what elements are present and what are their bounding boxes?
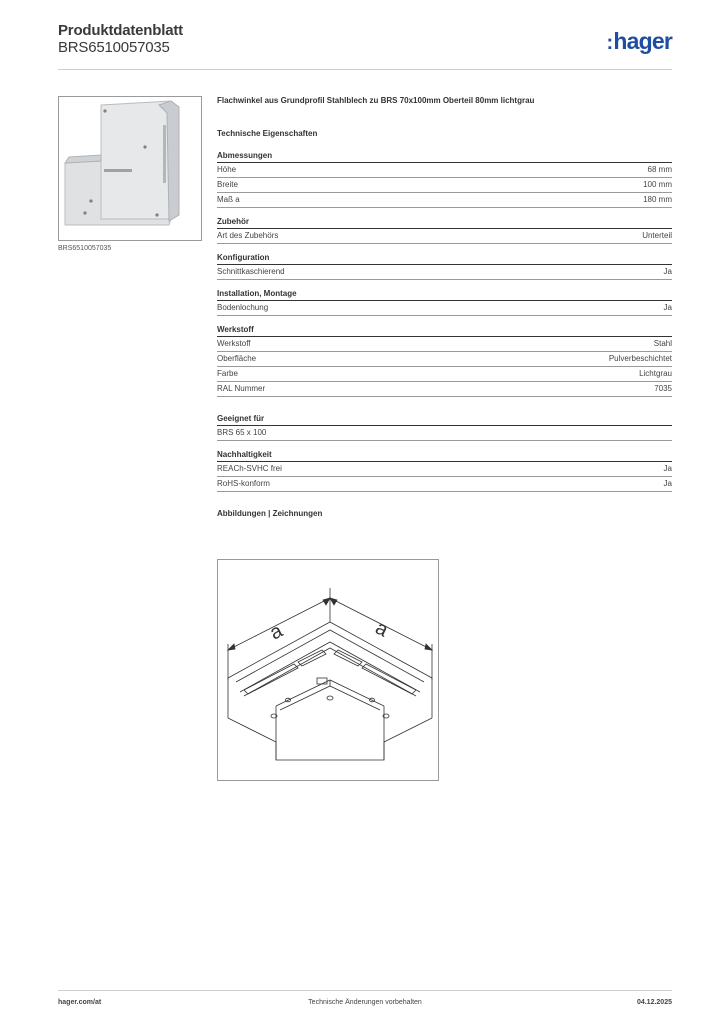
spec-value: Pulverbeschichtet xyxy=(608,354,672,363)
hager-logo: :hager xyxy=(606,28,672,54)
spec-label: RAL Nummer xyxy=(217,384,266,393)
spec-value: 7035 xyxy=(654,384,672,393)
section-title: Nachhaltigkeit xyxy=(217,450,672,462)
spec-value: Ja xyxy=(663,267,672,276)
spec-row xyxy=(217,352,672,367)
spec-label: Maß a xyxy=(217,195,240,204)
section-title: Werkstoff xyxy=(217,325,672,337)
spec-label: Schnittkaschierend xyxy=(217,267,285,276)
spec-row xyxy=(217,193,672,208)
spec-value: 180 mm xyxy=(643,195,672,204)
article-number: BRS6510057035 xyxy=(58,39,170,56)
spec-value: Stahl xyxy=(653,339,672,348)
spec-label: Werkstoff xyxy=(217,339,251,348)
spec-row xyxy=(217,477,672,492)
spec-label: Breite xyxy=(217,180,238,189)
section-material xyxy=(217,325,672,397)
spec-row xyxy=(217,462,672,477)
footer-disclaimer: Technische Änderungen vorbehalten xyxy=(308,999,422,1006)
section-suitable-for xyxy=(217,414,672,441)
tech-properties-heading: Technische Eigenschaften xyxy=(217,129,318,138)
spec-value: Lichtgrau xyxy=(639,369,672,378)
section-accessory xyxy=(217,217,672,244)
spec-value: 100 mm xyxy=(643,180,672,189)
spec-value: Unterteil xyxy=(642,231,672,240)
logo-text: hager xyxy=(613,28,672,54)
section-title: Abmessungen xyxy=(217,151,672,163)
page-header xyxy=(58,22,672,70)
drawings-heading: Abbildungen | Zeichnungen xyxy=(217,509,323,518)
spec-value: 68 mm xyxy=(647,165,672,174)
spec-row xyxy=(217,426,672,441)
spec-label: Art des Zubehörs xyxy=(217,231,279,240)
spec-label: Bodenlochung xyxy=(217,303,269,312)
spec-value: Ja xyxy=(663,479,672,488)
section-title: Konfiguration xyxy=(217,253,672,265)
section-title: Geeignet für xyxy=(217,414,672,426)
dimension-label: a xyxy=(266,619,287,645)
product-details xyxy=(217,96,672,518)
section-configuration xyxy=(217,253,672,280)
product-photo xyxy=(58,96,202,241)
spec-row xyxy=(217,178,672,193)
spec-label: BRS 65 x 100 xyxy=(217,428,267,437)
document-title: Produktdatenblatt xyxy=(58,22,183,39)
spec-row xyxy=(217,265,672,280)
spec-row xyxy=(217,367,672,382)
spec-row xyxy=(217,382,672,397)
technical-drawing xyxy=(217,559,439,781)
spec-label: Farbe xyxy=(217,369,238,378)
spec-label: Höhe xyxy=(217,165,237,174)
section-dimensions xyxy=(217,151,672,208)
spec-row xyxy=(217,337,672,352)
technical-drawing-image xyxy=(218,560,438,780)
section-installation xyxy=(217,289,672,316)
spec-row xyxy=(217,301,672,316)
section-sustainability xyxy=(217,450,672,492)
spec-label: Oberfläche xyxy=(217,354,257,363)
dimension-label: a xyxy=(371,616,392,642)
spec-row xyxy=(217,229,672,244)
section-title: Installation, Montage xyxy=(217,289,672,301)
spec-value: Ja xyxy=(663,303,672,312)
photo-caption: BRS6510057035 xyxy=(58,245,112,252)
spec-label: RoHS-konform xyxy=(217,479,270,488)
spec-row xyxy=(217,163,672,178)
spec-value: Ja xyxy=(663,464,672,473)
section-title: Zubehör xyxy=(217,217,672,229)
product-photo-image xyxy=(59,97,201,240)
page-footer xyxy=(58,990,672,1010)
footer-website: hager.com/at xyxy=(58,999,102,1006)
product-title: Flachwinkel aus Grundprofil Stahlblech zu BRS 70x100mm Oberteil 80mm lichtgrau xyxy=(217,96,535,105)
spec-label: REACh-SVHC frei xyxy=(217,464,282,473)
footer-date: 04.12.2025 xyxy=(636,999,672,1006)
